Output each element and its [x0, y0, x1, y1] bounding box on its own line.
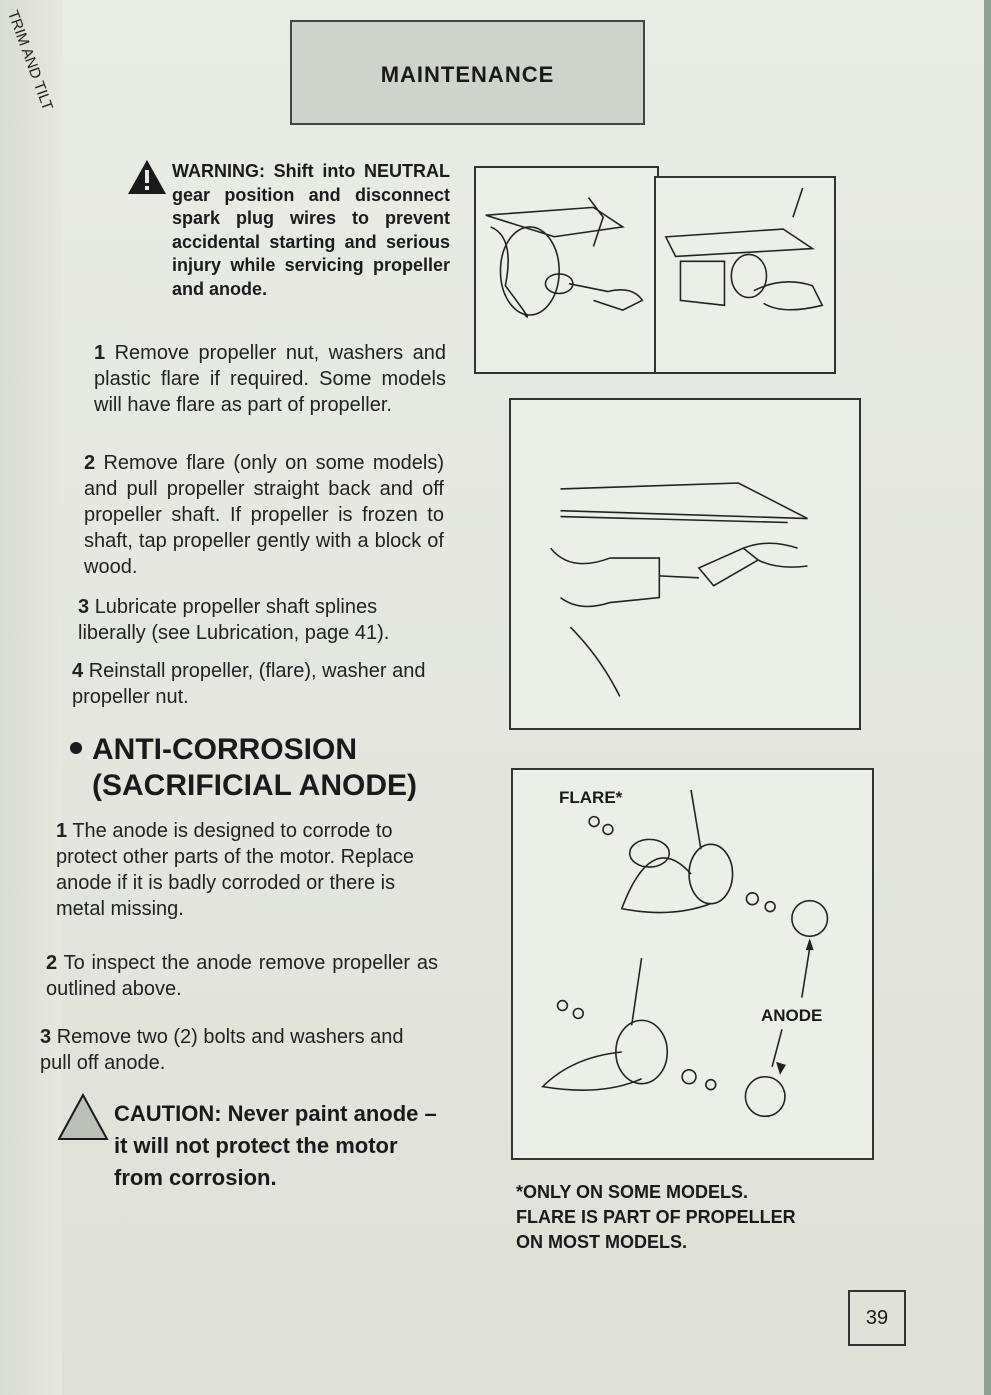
anode-exploded-illustration: [513, 770, 872, 1158]
figure-anode-exploded-view: [511, 768, 874, 1160]
propeller-step-1: 1 Remove propeller nut, washers and plastic flare if required. Some models will have flare as part of propeller.: [94, 342, 446, 416]
manual-page: [40, 0, 984, 1395]
figure-lubricate-shaft: [509, 398, 861, 730]
propeller-step-2: 2 Remove flare (only on some models) and pull propeller straight back and off propeller shaft. If propeller is frozen to shaft, tap propeller gently with a block of wood.: [84, 452, 444, 578]
page-title: MAINTENANCE: [380, 62, 555, 87]
figure-pull-propeller: [654, 176, 836, 374]
figure-remove-propeller-nut: [474, 166, 659, 374]
anode-step-2: 2 To inspect the anode remove propeller as outlined above.: [46, 952, 438, 1000]
propeller-wrench-illustration: [476, 168, 657, 372]
previous-page-edge: [0, 0, 64, 1395]
caution-text: CAUTION: Never paint anode – it will not protect the motor from corrosion.: [114, 1101, 437, 1190]
anti-corrosion-heading: ANTI-CORROSION (SACRIFICIAL ANODE): [66, 732, 456, 804]
propeller-step-3: 3 Lubricate propeller shaft splines liberally (see Lubrication, page 41).: [78, 596, 390, 644]
page-header: [290, 20, 645, 125]
figure-footnote: *ONLY ON SOME MODELS. FLARE IS PART OF PROPELLER ON MOST MODELS.: [516, 1182, 796, 1252]
shaft-lubrication-illustration: [511, 400, 859, 728]
bullet-icon: [70, 742, 82, 754]
anode-step-1: 1 The anode is designed to corrode to protect other parts of the motor. Replace anode if it is badly corroded or there is metal missing.: [56, 820, 414, 920]
page-number: 39: [848, 1290, 906, 1346]
propeller-step-4: 4 Reinstall propeller, (flare), washer and propeller nut.: [72, 660, 426, 708]
caution-triangle-icon: [56, 1092, 110, 1142]
warning-text: WARNING: Shift into NEUTRAL gear position and disconnect spark plug wires to prevent accidental starting and serious injury while servicing propeller and anode.: [172, 161, 450, 299]
flare-label: FLARE*: [559, 788, 623, 807]
anode-label: ANODE: [761, 1006, 823, 1025]
propeller-removal-illustration: [656, 178, 834, 372]
warning-triangle-icon: [126, 158, 168, 196]
previous-page-text: TRIM AND TILT: [4, 8, 57, 113]
anode-step-3: 3 Remove two (2) bolts and washers and pull off anode.: [40, 1026, 404, 1074]
